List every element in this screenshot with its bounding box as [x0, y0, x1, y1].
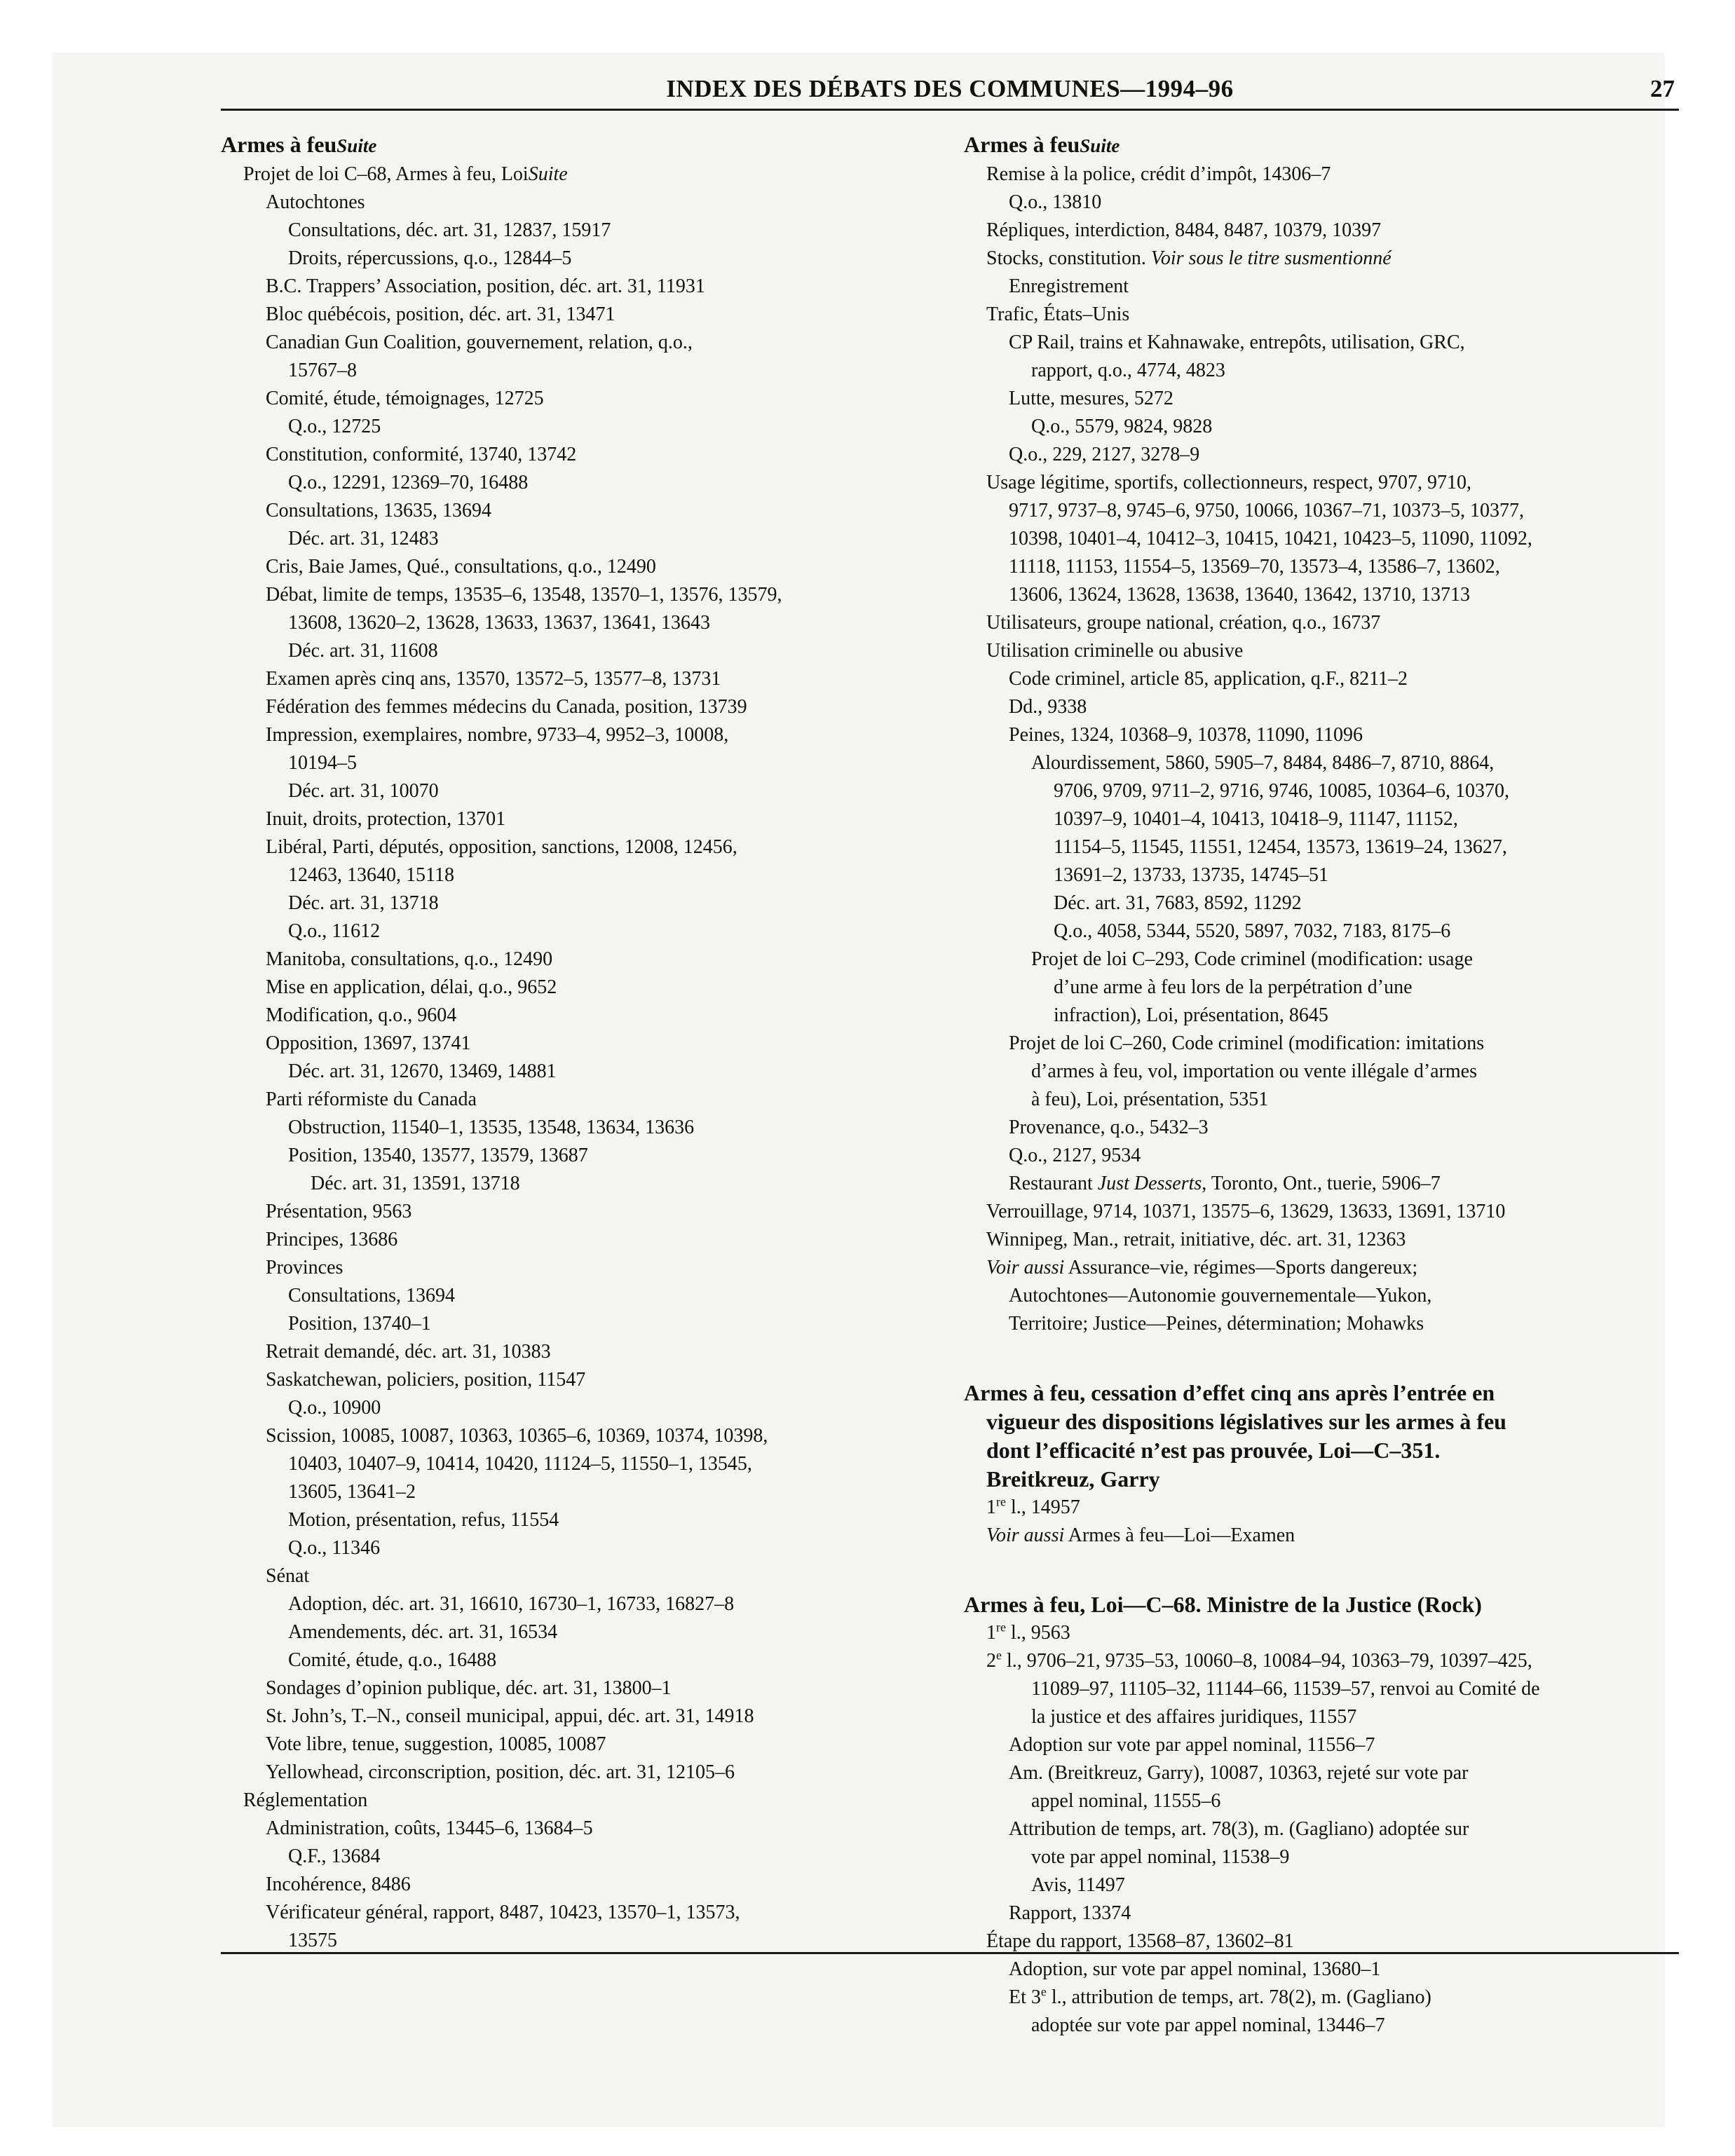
index-line: Déc. art. 31, 10070	[288, 780, 439, 802]
index-line: Libéral, Parti, députés, opposition, sanctions, 12008, 12456,	[266, 836, 737, 858]
index-line: vote par appel nominal, 11538–9	[1031, 1846, 1290, 1868]
index-line: 2e l., 9706–21, 9735–53, 10060–8, 10084–94, 10363–79, 10397–425,	[986, 1648, 1532, 1672]
index-line: Attribution de temps, art. 78(3), m. (Gagliano) adoptée sur	[1009, 1818, 1469, 1840]
index-line: 10398, 10401–4, 10412–3, 10415, 10421, 10423–5, 11090, 11092,	[1009, 528, 1532, 550]
index-line: Examen après cinq ans, 13570, 13572–5, 13577–8, 13731	[266, 668, 721, 690]
index-line: Consultations, 13694	[288, 1285, 456, 1306]
index-line: Adoption, sur vote par appel nominal, 13680–1	[1009, 1958, 1381, 1980]
index-line: Q.o., 12291, 12369–70, 16488	[288, 472, 529, 493]
index-line: Stocks, constitution. Voir sous le titre susmentionné	[986, 247, 1392, 269]
index-line: Déc. art. 31, 12670, 13469, 14881	[288, 1060, 557, 1082]
see-also-line: Autochtones—Autonomie gouvernementale—Yukon,	[1009, 1285, 1432, 1306]
index-line: Déc. art. 31, 12483	[288, 528, 439, 550]
main-heading: Armes à feu, cessation d’effet cinq ans après l’entrée en	[964, 1380, 1495, 1405]
index-line: Q.o., 10900	[288, 1397, 381, 1419]
index-line: infraction), Loi, présentation, 8645	[1054, 1004, 1328, 1026]
index-line: Position, 13740–1	[288, 1313, 431, 1335]
index-line: Scission, 10085, 10087, 10363, 10365–6, 10369, 10374, 10398,	[266, 1425, 768, 1447]
index-line: Incohérence, 8486	[266, 1874, 411, 1895]
index-line: Q.o., 11612	[288, 920, 381, 942]
index-line: Sénat	[266, 1565, 310, 1587]
index-line: Projet de loi C–293, Code criminel (modification: usage	[1031, 948, 1473, 970]
entry-heading: Armes à feuSuite	[221, 132, 377, 157]
index-line: 10403, 10407–9, 10414, 10420, 11124–5, 11550–1, 13545,	[288, 1453, 752, 1475]
index-line: Saskatchewan, policiers, position, 11547	[266, 1369, 586, 1391]
index-line: Q.o., 229, 2127, 3278–9	[1009, 444, 1200, 465]
index-line: B.C. Trappers’ Association, position, déc. art. 31, 11931	[266, 275, 705, 297]
index-line: Et 3e l., attribution de temps, art. 78(2), m. (Gagliano)	[1009, 1984, 1431, 2008]
index-line: Verrouillage, 9714, 10371, 13575–6, 13629, 13633, 13691, 13710	[986, 1201, 1506, 1222]
index-line: Winnipeg, Man., retrait, initiative, déc. art. 31, 12363	[986, 1229, 1406, 1250]
index-line: Trafic, États–Unis	[986, 303, 1130, 325]
index-line: Motion, présentation, refus, 11554	[288, 1509, 559, 1531]
index-line: Obstruction, 11540–1, 13535, 13548, 13634, 13636	[288, 1117, 695, 1138]
index-line: Provinces	[266, 1257, 343, 1278]
index-line: Constitution, conformité, 13740, 13742	[266, 444, 577, 465]
index-line: 1re l., 9563	[986, 1620, 1070, 1644]
index-line: Q.o., 5579, 9824, 9828	[1031, 416, 1213, 437]
index-line: Utilisation criminelle ou abusive	[986, 640, 1244, 662]
index-line: Réglementation	[243, 1789, 368, 1811]
index-line: Utilisateurs, groupe national, création, q.o., 16737	[986, 612, 1381, 634]
index-line: 11089–97, 11105–32, 11144–66, 11539–57, renvoi au Comité de	[1031, 1678, 1540, 1700]
index-line: d’une arme à feu lors de la perpétration d’une	[1054, 976, 1413, 998]
index-line: Q.F., 13684	[288, 1845, 381, 1867]
index-line: Consultations, déc. art. 31, 12837, 15917	[288, 219, 611, 241]
index-line: Déc. art. 31, 11608	[288, 640, 438, 662]
index-line: CP Rail, trains et Kahnawake, entrepôts, utilisation, GRC,	[1009, 332, 1465, 353]
index-line: Adoption, déc. art. 31, 16610, 16730–1, 16733, 16827–8	[288, 1593, 735, 1615]
index-line: Déc. art. 31, 13718	[288, 892, 439, 914]
index-line: 10194–5	[288, 752, 357, 774]
index-line: 13606, 13624, 13628, 13638, 13640, 13642, 13710, 13713	[1009, 584, 1470, 606]
main-heading-author: Breitkreuz, Garry	[986, 1466, 1160, 1492]
index-line: Retrait demandé, déc. art. 31, 10383	[266, 1341, 551, 1363]
index-line: Consultations, 13635, 13694	[266, 500, 492, 521]
index-line: Projet de loi C–68, Armes à feu, LoiSuite	[243, 163, 568, 185]
index-line: Vérificateur général, rapport, 8487, 10423, 13570–1, 13573,	[266, 1902, 740, 1923]
running-title: INDEX DES DÉBATS DES COMMUNES—1994–96	[666, 75, 1234, 102]
index-line: Vote libre, tenue, suggestion, 10085, 10087	[266, 1733, 606, 1755]
index-line: la justice et des affaires juridiques, 11557	[1031, 1706, 1357, 1728]
see-also-line: Voir aussi Armes à feu—Loi—Examen	[986, 1524, 1295, 1546]
footer-rule	[221, 1952, 1679, 1954]
index-line: Modification, q.o., 9604	[266, 1004, 457, 1026]
index-line: 1re l., 14957	[986, 1494, 1080, 1518]
see-also-line: Voir aussi Assurance–vie, régimes—Sports dangereux;	[986, 1257, 1418, 1278]
index-line: St. John’s, T.–N., conseil municipal, appui, déc. art. 31, 14918	[266, 1705, 754, 1727]
index-line: 13691–2, 13733, 13735, 14745–51	[1054, 864, 1328, 886]
index-line: Déc. art. 31, 7683, 8592, 11292	[1054, 892, 1302, 914]
main-heading: vigueur des dispositions législatives sur les armes à feu	[986, 1409, 1506, 1434]
index-line: 11118, 11153, 11554–5, 13569–70, 13573–4, 13586–7, 13602,	[1009, 556, 1500, 578]
see-also-line: Territoire; Justice—Peines, détermination; Mohawks	[1009, 1313, 1424, 1335]
index-line: Am. (Breitkreuz, Garry), 10087, 10363, rejeté sur vote par	[1009, 1762, 1469, 1784]
index-line: 10397–9, 10401–4, 10413, 10418–9, 11147, 11152,	[1054, 808, 1458, 830]
index-line: Enregistrement	[1009, 275, 1129, 297]
index-line: 13608, 13620–2, 13628, 13633, 13637, 13641, 13643	[288, 612, 710, 634]
page-number: 27	[1650, 75, 1675, 102]
index-line: rapport, q.o., 4774, 4823	[1031, 360, 1225, 381]
index-line: Peines, 1324, 10368–9, 10378, 11090, 11096	[1009, 724, 1363, 746]
index-line: Administration, coûts, 13445–6, 13684–5	[266, 1817, 593, 1839]
index-line: Q.o., 13810	[1009, 191, 1102, 213]
index-line: Amendements, déc. art. 31, 16534	[288, 1621, 558, 1643]
scanned-page	[53, 53, 1675, 2127]
index-line: Manitoba, consultations, q.o., 12490	[266, 948, 553, 970]
index-line: Avis, 11497	[1031, 1874, 1125, 1896]
index-line: Code criminel, article 85, application, q.F., 8211–2	[1009, 668, 1408, 690]
index-line: appel nominal, 11555–6	[1031, 1790, 1221, 1812]
index-line: Inuit, droits, protection, 13701	[266, 808, 506, 830]
index-line: Q.o., 11346	[288, 1537, 381, 1559]
index-line: Comité, étude, témoignages, 12725	[266, 388, 544, 409]
main-heading: Armes à feu, Loi—C–68. Ministre de la Justice (Rock)	[964, 1592, 1482, 1617]
index-line: 13605, 13641–2	[288, 1481, 416, 1503]
index-line: Déc. art. 31, 13591, 13718	[311, 1173, 520, 1194]
index-line: Cris, Baie James, Qué., consultations, q.o., 12490	[266, 556, 656, 578]
left-column	[221, 130, 894, 1955]
index-line: Q.o., 2127, 9534	[1009, 1145, 1141, 1166]
index-line: d’armes à feu, vol, importation ou vente illégale d’armes	[1031, 1060, 1478, 1082]
index-line: Bloc québécois, position, déc. art. 31, 13471	[266, 303, 615, 325]
index-line: 9717, 9737–8, 9745–6, 9750, 10066, 10367–71, 10373–5, 10377,	[1009, 500, 1524, 521]
index-line: Q.o., 12725	[288, 416, 381, 437]
index-line: Remise à la police, crédit d’impôt, 14306–7	[986, 163, 1331, 185]
index-line: Alourdissement, 5860, 5905–7, 8484, 8486–7, 8710, 8864,	[1031, 752, 1495, 774]
right-column	[964, 130, 1679, 2040]
index-line: Opposition, 13697, 13741	[266, 1032, 471, 1054]
index-line: Fédération des femmes médecins du Canada, position, 13739	[266, 696, 747, 718]
index-line: Dd., 9338	[1009, 696, 1087, 718]
index-line: Comité, étude, q.o., 16488	[288, 1649, 497, 1671]
index-line: Restaurant Just Desserts, Toronto, Ont., tuerie, 5906–7	[1009, 1173, 1441, 1194]
index-line: Lutte, mesures, 5272	[1009, 388, 1173, 409]
index-line: Droits, répercussions, q.o., 12844–5	[288, 247, 572, 269]
index-line: à feu), Loi, présentation, 5351	[1031, 1089, 1269, 1110]
index-line: 13575	[288, 1930, 337, 1951]
index-line: Usage légitime, sportifs, collectionneurs, respect, 9707, 9710,	[986, 472, 1472, 493]
index-line: adoptée sur vote par appel nominal, 13446–7	[1031, 2014, 1385, 2036]
index-line: Rapport, 13374	[1009, 1902, 1131, 1924]
page-header	[221, 68, 1679, 111]
index-line: Position, 13540, 13577, 13579, 13687	[288, 1145, 588, 1166]
index-line: Q.o., 4058, 5344, 5520, 5897, 7032, 7183, 8175–6	[1054, 920, 1451, 942]
index-line: Mise en application, délai, q.o., 9652	[266, 976, 557, 998]
main-heading: dont l’efficacité n’est pas prouvée, Loi—C–351.	[986, 1438, 1441, 1463]
index-line: Principes, 13686	[266, 1229, 398, 1250]
index-line: Impression, exemplaires, nombre, 9733–4, 9952–3, 10008,	[266, 724, 729, 746]
index-line: Projet de loi C–260, Code criminel (modification: imitations	[1009, 1032, 1485, 1054]
index-line: Canadian Gun Coalition, gouvernement, relation, q.o.,	[266, 332, 693, 353]
index-line: Yellowhead, circonscription, position, déc. art. 31, 12105–6	[266, 1761, 735, 1783]
index-line: 11154–5, 11545, 11551, 12454, 13573, 13619–24, 13627,	[1054, 836, 1507, 858]
index-line: Autochtones	[266, 191, 365, 213]
index-line: Adoption sur vote par appel nominal, 11556–7	[1009, 1734, 1375, 1756]
index-line: Débat, limite de temps, 13535–6, 13548, 13570–1, 13576, 13579,	[266, 584, 782, 606]
index-line: Sondages d’opinion publique, déc. art. 31, 13800–1	[266, 1677, 672, 1699]
index-line: Parti réformiste du Canada	[266, 1089, 477, 1110]
index-line: Provenance, q.o., 5432–3	[1009, 1117, 1209, 1138]
entry-heading: Armes à feuSuite	[964, 132, 1120, 157]
index-line: 12463, 13640, 15118	[288, 864, 454, 886]
index-line: Présentation, 9563	[266, 1201, 412, 1222]
index-line: 9706, 9709, 9711–2, 9716, 9746, 10085, 10364–6, 10370,	[1054, 780, 1509, 802]
index-line: Répliques, interdiction, 8484, 8487, 10379, 10397	[986, 219, 1382, 241]
index-line: 15767–8	[288, 360, 357, 381]
index-page	[165, 53, 1679, 2127]
index-line: Étape du rapport, 13568–87, 13602–81	[986, 1930, 1294, 1952]
